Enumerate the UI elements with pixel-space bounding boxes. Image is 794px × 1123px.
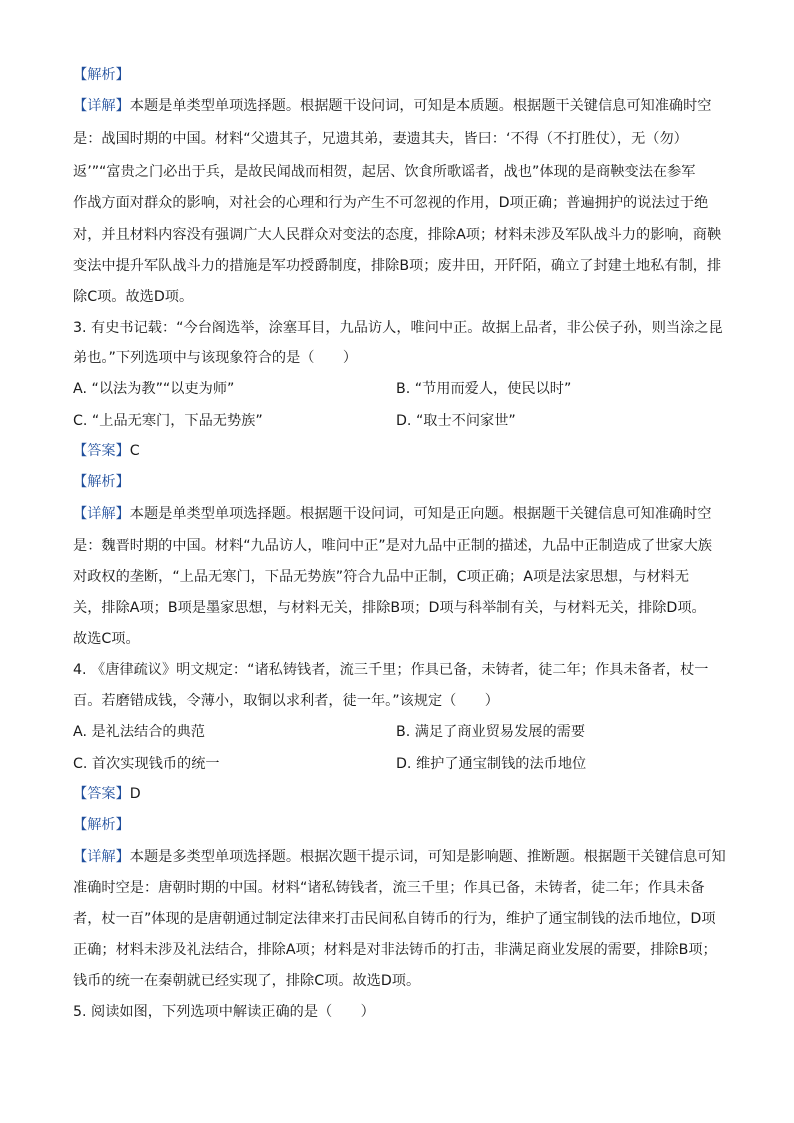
detail-line	[73, 842, 726, 872]
analysis-label: 【解析】	[73, 474, 130, 490]
detail-line: 关，排除A项；B项是墨家思想，与材料无关，排除B项；D项与科举制有关，与材料无关，排除D项。	[73, 600, 706, 616]
detail-line: 正确；材料未涉及礼法结合，排除A项；材料是对非法铸币的打击，非满足商业发展的需要，排除B项；	[73, 942, 717, 958]
detail-line: 钱币的统一在秦朝就已经实现了，排除C项。故选D项。	[73, 973, 421, 989]
detail-line: 是：战国时期的中国。材料“父遗其子，兄遗其弟，妻遗其夫，皆曰：‘不得（不打胜仗），无（勿）	[73, 131, 688, 147]
detail-label: 【详解】	[73, 849, 130, 865]
question-stem: 3. 有史书记载：“今台阁选举，涂塞耳目，九品访人，唯问中正。故据上品者，非公侯子孙，则当涂之昆	[73, 320, 723, 336]
answer-line	[73, 436, 723, 466]
answer-value: D	[129, 786, 141, 802]
option-d: D. 维护了通宝制钱的法币地位	[396, 756, 587, 772]
detail-line: 返’”“富贵之门必出于兵，是故民闻战而相贺，起居、饮食所歌谣者，战也”体现的是商鞅变法在参军	[73, 164, 696, 180]
option-c: C. “上品无寒门，下品无势族”	[73, 413, 263, 429]
question-stem: 5. 阅读如图，下列选项中解读正确的是（ ）	[73, 1004, 375, 1020]
answer-value: C	[129, 443, 140, 459]
detail-text: 本题是多类型单项选择题。根据次题干提示词，可知是影响题、推断题。根据题干关键信息可知	[129, 849, 726, 865]
detail-line: 对政权的垄断，“上品无寒门，下品无势族”符合九品中正制，C项正确；A项是法家思想，与材料无	[73, 569, 690, 585]
question-stem: 百。若磨错成钱，令薄小，取铜以求利者，徒一年。”该规定（ ）	[73, 693, 499, 709]
detail-label: 【详解】	[73, 98, 130, 114]
question-stem: 弟也。”下列选项中与该现象符合的是（ ）	[73, 350, 358, 366]
detail-line: 准确时空是：唐朝时期的中国。材料“诸私铸钱者，流三千里；作具已备，未铸者，徒二年；作具未备	[73, 880, 705, 896]
option-c: C. 首次实现钱币的统一	[73, 756, 220, 772]
detail-line: 作战方面对群众的影响，对社会的心理和行为产生不可忽视的作用，D项正确；普遍拥护的说法过于绝	[73, 195, 709, 211]
detail-line	[73, 91, 723, 121]
detail-line: 除C项。故选D项。	[73, 289, 194, 305]
detail-line	[73, 499, 723, 529]
option-d: D. “取士不问家世”	[396, 413, 516, 429]
detail-line: 者，杖一百”体现的是唐朝通过制定法律来打击民间私自铸币的行为，维护了通宝制钱的法币地位，D项	[73, 911, 716, 927]
option-a: A. “以法为教”“以吏为师”	[73, 381, 235, 397]
answer-label: 【答案】	[73, 443, 130, 459]
detail-line: 变法中提升军队战斗力的措施是军功授爵制度，排除B项；废井田，开阡陌，确立了封建土地私有制，排	[73, 258, 722, 274]
detail-label: 【详解】	[73, 506, 130, 522]
detail-line: 故选C项。	[73, 631, 140, 647]
detail-text: 本题是单类型单项选择题。根据题干设问词，可知是本质题。根据题干关键信息可知准确时空	[129, 98, 712, 114]
answer-line	[73, 779, 723, 809]
option-b: B. “节用而爱人，使民以时”	[396, 381, 572, 397]
detail-text: 本题是单类型单项选择题。根据题干设问词，可知是正向题。根据题干关键信息可知准确时空	[129, 506, 712, 522]
answer-label: 【答案】	[73, 786, 130, 802]
analysis-label: 【解析】	[73, 67, 130, 83]
option-b: B. 满足了商业贸易发展的需要	[396, 724, 586, 740]
detail-line: 对，并且材料内容没有强调广大人民群众对变法的态度，排除A项；材料未涉及军队战斗力的影响，商鞅	[73, 227, 722, 243]
question-stem: 4. 《唐律疏议》明文规定：“诸私铸钱者，流三千里；作具已备，未铸者，徒二年；作具未备者，杖一	[73, 662, 709, 678]
detail-line: 是：魏晋时期的中国。材料“九品访人，唯问中正”是对九品中正制的描述，九品中正制造成了世家大族	[73, 538, 712, 554]
option-a: A. 是礼法结合的典范	[73, 724, 205, 740]
analysis-label: 【解析】	[73, 817, 130, 833]
